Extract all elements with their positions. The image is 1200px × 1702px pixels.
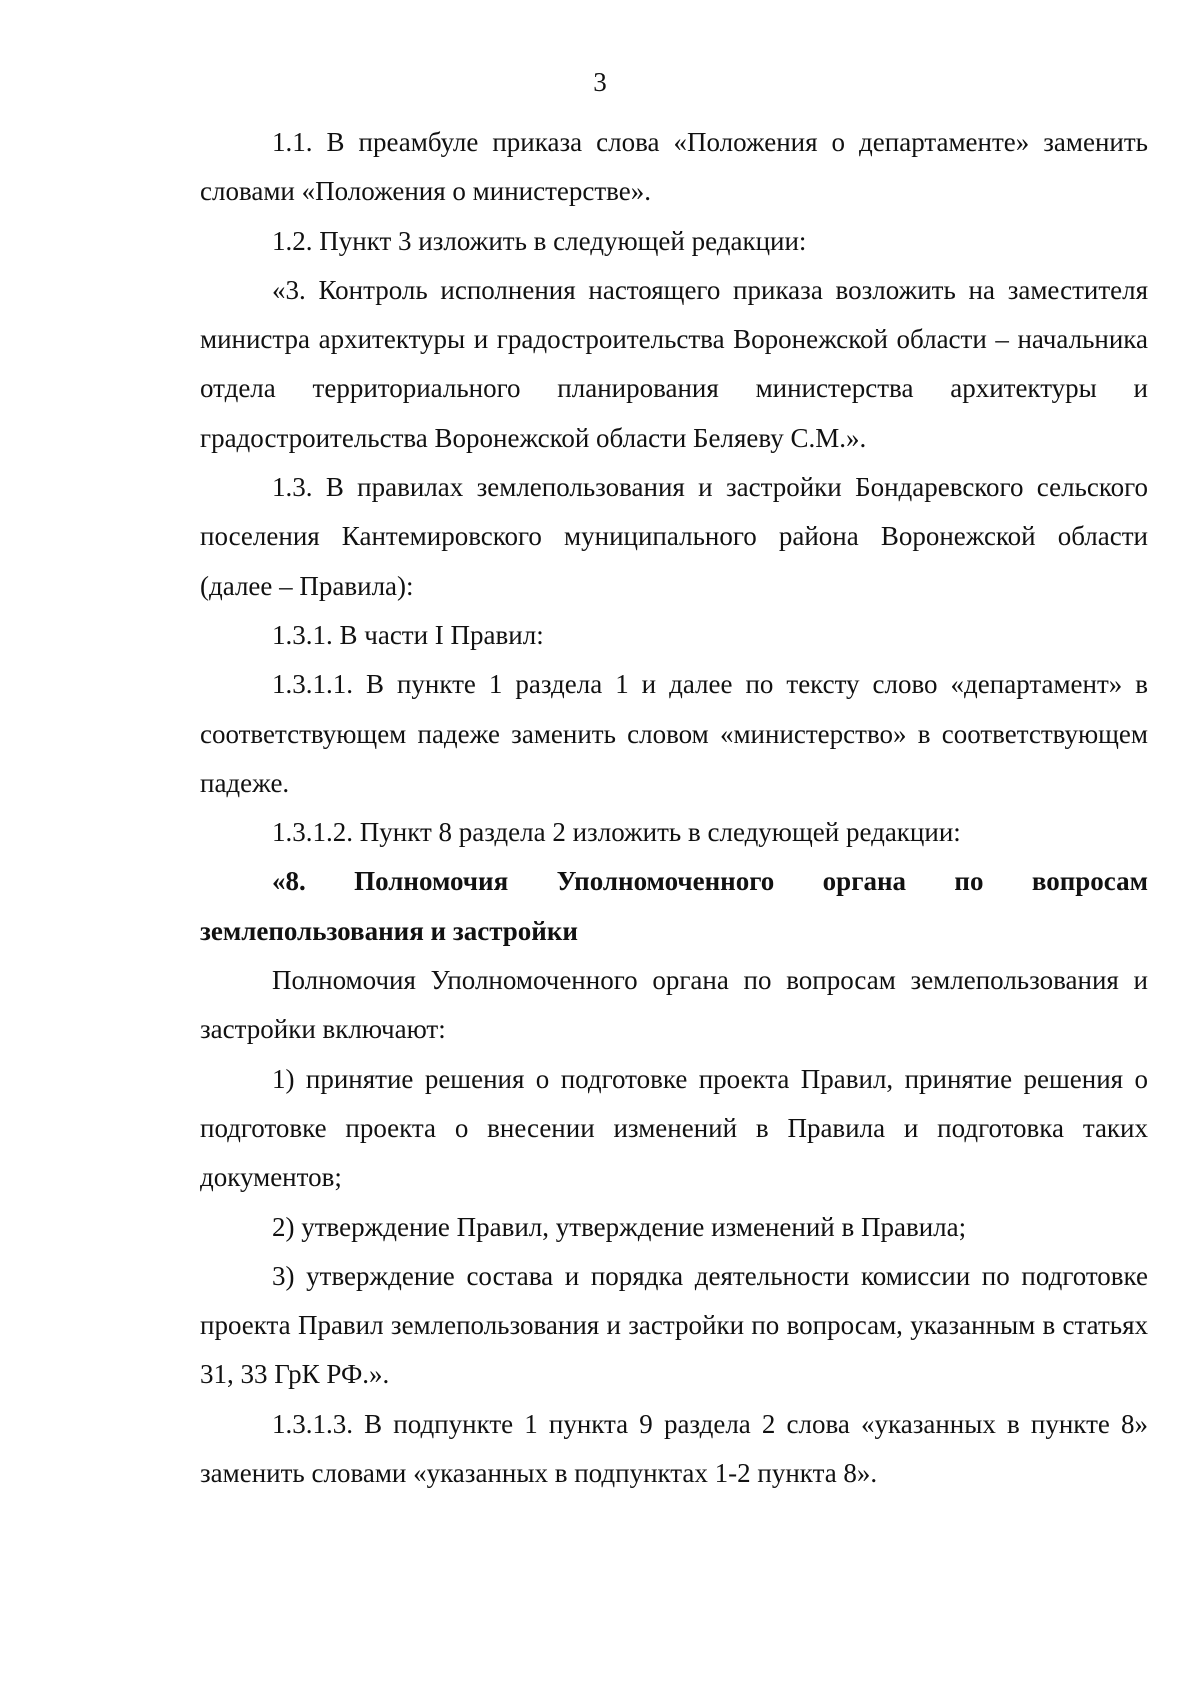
document-body <box>200 118 1148 1498</box>
paragraph-1-3: 1.3. В правилах землепользования и застройки Бондаревского сельского поселения Кантемировского муниципального района Воронежской области (далее – Правила): <box>200 472 1148 601</box>
paragraph-1-3-1-1: 1.3.1.1. В пункте 1 раздела 1 и далее по тексту слово «департамент» в соответствующем падеже заменить словом «министерство» в соответствующем падеже. <box>200 669 1148 798</box>
page-number: 3 <box>593 67 607 97</box>
paragraph-quote-3: «3. Контроль исполнения настоящего приказа возложить на заместителя министра архитектуры и градостроительства Воронежской области – начальника отдела территориального планирования министерства архитектуры и градостроительства Воронежской области Беляеву С.М.». <box>200 274 1148 453</box>
paragraph-1-3-1: 1.3.1. В части I Правил: <box>272 619 544 650</box>
list-item-3: 3) утверждение состава и порядка деятельности комиссии по подготовке проекта Правил землепользования и застройки по вопросам, указанным в статьях 31, 33 ГрК РФ.». <box>200 1260 1148 1390</box>
paragraph-1-3-1-2: 1.3.1.2. Пункт 8 раздела 2 изложить в следующей редакции: <box>272 817 961 848</box>
paragraph-1-1: 1.1. В преамбуле приказа слова «Положения о департаменте» заменить словами «Положения о министерстве». <box>200 127 1148 207</box>
list-item-2: 2) утверждение Правил, утверждение изменений в Правила; <box>272 1211 967 1242</box>
section-heading-8: «8. Полномочия Уполномоченного органа по вопросам землепользования и застройки <box>200 866 1148 946</box>
paragraph-1-3-1-3: 1.3.1.3. В подпункте 1 пункта 9 раздела 2 слова «указанных в пункте 8» заменить словами «указанных в подпунктах 1-2 пункта 8». <box>200 1408 1148 1489</box>
list-item-1: 1) принятие решения о подготовке проекта Правил, принятие решения о подготовке проекта о внесении изменений в Правила и подготовка таких документов; <box>200 1063 1148 1193</box>
paragraph-1-2: 1.2. Пункт 3 изложить в следующей редакции: <box>272 225 807 256</box>
paragraph-powers-intro: Полномочия Уполномоченного органа по вопросам землепользования и застройки включают: <box>200 965 1148 1045</box>
